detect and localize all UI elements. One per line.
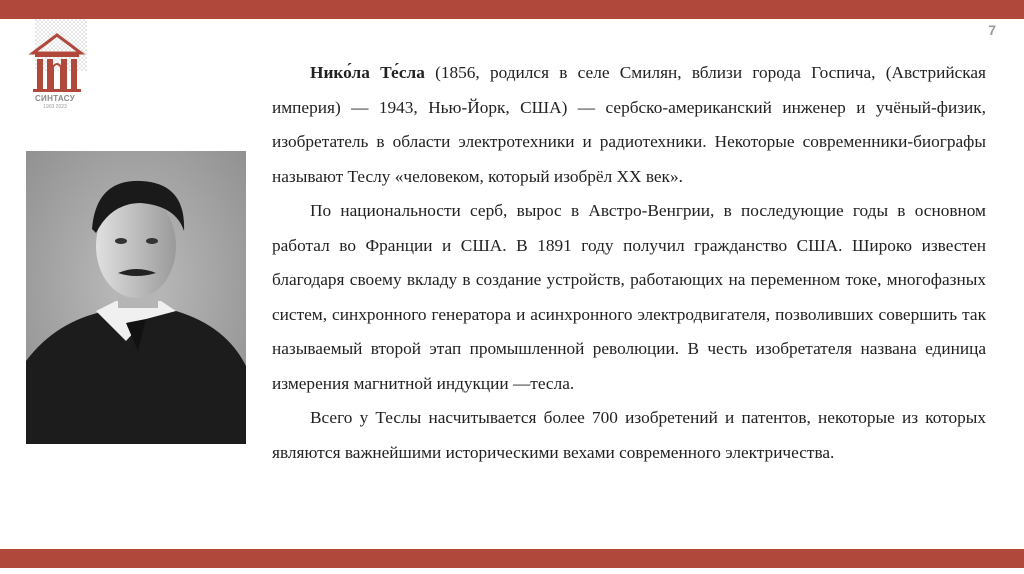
portrait-photo: [26, 151, 246, 444]
logo-caption-small: 1903 2023: [43, 104, 67, 110]
page-number: 7: [988, 22, 996, 38]
tesla-name: Нико́ла Те́сла: [310, 63, 425, 82]
logo-caption: СИНТАСУ: [34, 94, 75, 103]
top-accent-bar: [0, 0, 1024, 19]
paragraph-2: По национальности серб, вырос в Австро-Венгрии, в последующие годы в основном работал во Франции и США. В 1891 году получил гражданство США. Широко известен благодаря своему вкладу в создание устройств, работающих на переменном токе, многофазных систем, синхронного генератора и асинхронного электродвигателя, позволивших совершить так называемый второй этап промышленной революции. В честь изобретателя названа единица измерения магнитной индукции —тесла.: [272, 201, 986, 393]
paragraph-1: [272, 56, 986, 194]
paragraph-3: Всего у Теслы насчитывается более 700 изобретений и патентов, некоторые из которых являются важнейшими историческими вехами современного электричества.: [272, 408, 986, 462]
biography-text: [272, 56, 986, 470]
bottom-accent-bar: [0, 549, 1024, 568]
paragraph-1-text: (1856, родился в селе Смилян, вблизи города Госпича, (Австрийская империя) — 1943, Нью-Йорк, США) — сербско-американский инженер и учёный-физик, изобретатель в области электротехники и радиотехники. Некоторые современники-биографы называют Теслу «человеком, который изобрёл XX век».: [272, 63, 987, 186]
